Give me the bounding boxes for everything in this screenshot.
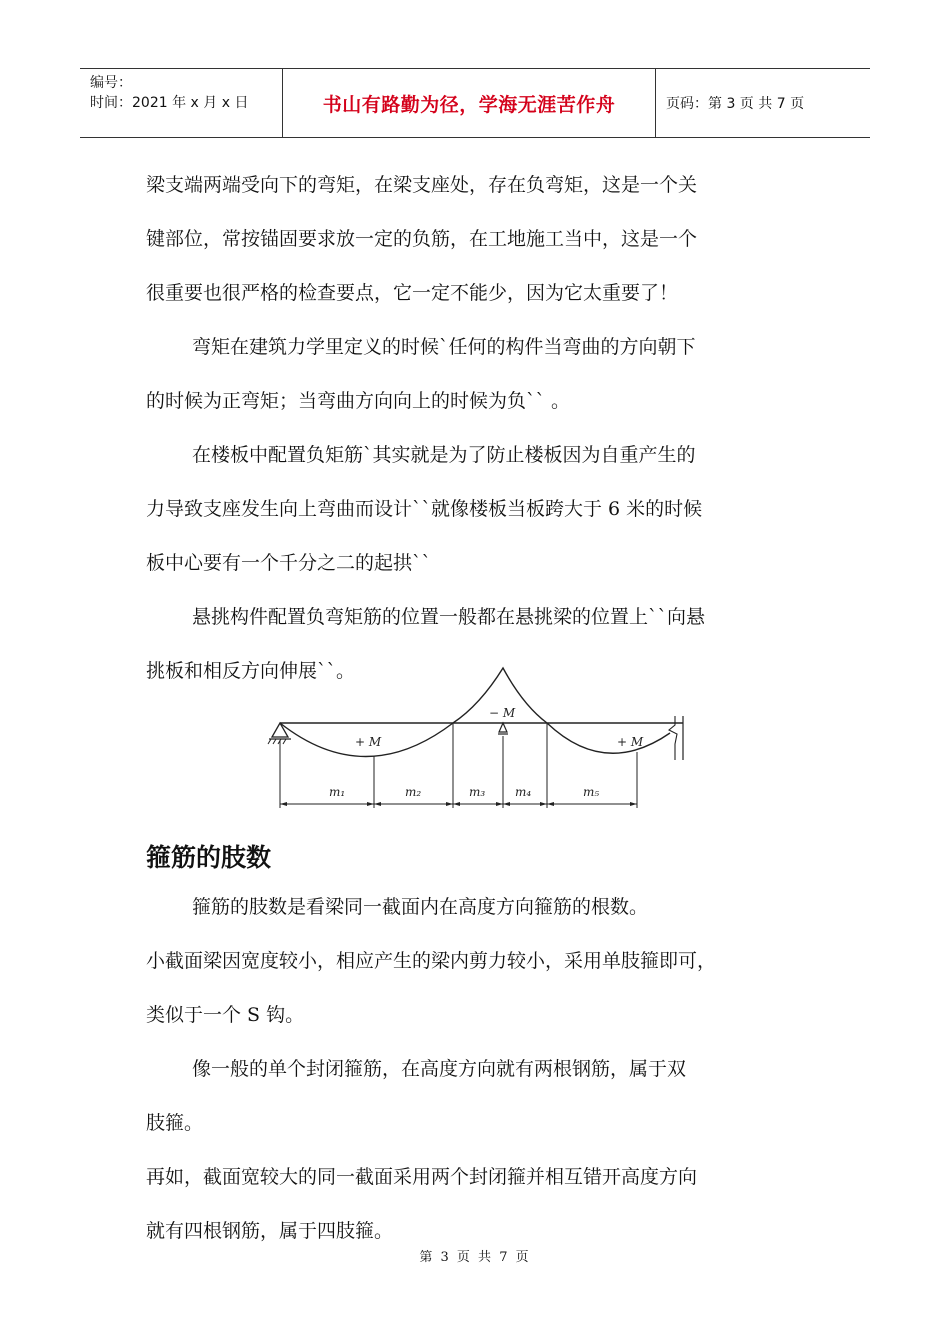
paragraph-line: 像一般的单个封闭箍筋，在高度方向就有两根钢筋，属于双 <box>192 1058 687 1080</box>
paragraph-line: 的时候为正弯矩；当弯曲方向向上的时候为负`` 。 <box>146 390 571 412</box>
body-text-upper <box>146 158 816 698</box>
span-label-m4: m₄ <box>515 785 532 799</box>
paragraph-line: 箍筋的肢数是看梁同一截面内在高度方向箍筋的根数。 <box>192 896 649 918</box>
bending-moment-diagram <box>265 660 695 810</box>
paragraph-line: 小截面梁因宽度较小，相应产生的梁内剪力较小，采用单肢箍即可， <box>146 950 717 972</box>
span-label-m3: m₃ <box>469 785 486 799</box>
body-text-lower <box>146 880 826 1258</box>
roller-support-icon <box>498 723 508 734</box>
document-time-label: 时间：2021 年 x 月 x 日 <box>90 95 249 111</box>
positive-moment-curve-2 <box>547 723 670 753</box>
paragraph-line: 力导致支座发生向上弯曲而设计``就像楼板当板跨大于 6 米的时候 <box>146 498 703 520</box>
section-heading: 箍筋的肢数 <box>146 843 272 872</box>
paragraph-line: 类似于一个 S 钩。 <box>146 1004 305 1026</box>
document-number-label: 编号： <box>90 75 132 91</box>
page-footer: 第 3 页 共 7 页 <box>419 1250 531 1265</box>
header-page-label: 页码：第 3 页 共 7 页 <box>666 96 805 112</box>
paragraph-line: 再如，截面宽较大的同一截面采用两个封闭箍并相互错开高度方向 <box>146 1166 698 1188</box>
page-header <box>80 68 870 138</box>
paragraph-line: 很重要也很严格的检查要点，它一定不能少，因为它太重要了！ <box>146 282 679 304</box>
paragraph-line: 弯矩在建筑力学里定义的时候`任何的构件当弯曲的方向朝下 <box>192 336 696 358</box>
negative-moment-label: − M <box>489 706 516 720</box>
paragraph-line: 在楼板中配置负矩筋`其实就是为了防止楼板因为自重产生的 <box>192 444 696 466</box>
header-slogan: 书山有路勤为径，学海无涯苦作舟 <box>282 69 656 137</box>
paragraph-line: 肢箍。 <box>146 1112 204 1134</box>
positive-moment-label: + M <box>617 735 644 749</box>
span-label-m1: m₁ <box>329 785 346 799</box>
span-label-m5: m₅ <box>583 785 600 799</box>
paragraph-line: 就有四根钢筋，属于四肢箍。 <box>146 1220 394 1242</box>
span-label-m2: m₂ <box>405 785 422 799</box>
paragraph-line: 键部位，常按锚固要求放一定的负筋，在工地施工当中，这是一个 <box>146 228 698 250</box>
paragraph-line: 悬挑构件配置负弯矩筋的位置一般都在悬挑梁的位置上``向悬 <box>192 606 706 628</box>
paragraph-line: 挑板和相反方向伸展``。 <box>146 660 356 682</box>
paragraph-line: 板中心要有一个千分之二的起拱`` <box>146 552 432 574</box>
paragraph-line: 梁支端两端受向下的弯矩，在梁支座处，存在负弯矩，这是一个关 <box>146 174 698 196</box>
positive-moment-label: + M <box>355 735 382 749</box>
header-meta <box>80 69 282 141</box>
